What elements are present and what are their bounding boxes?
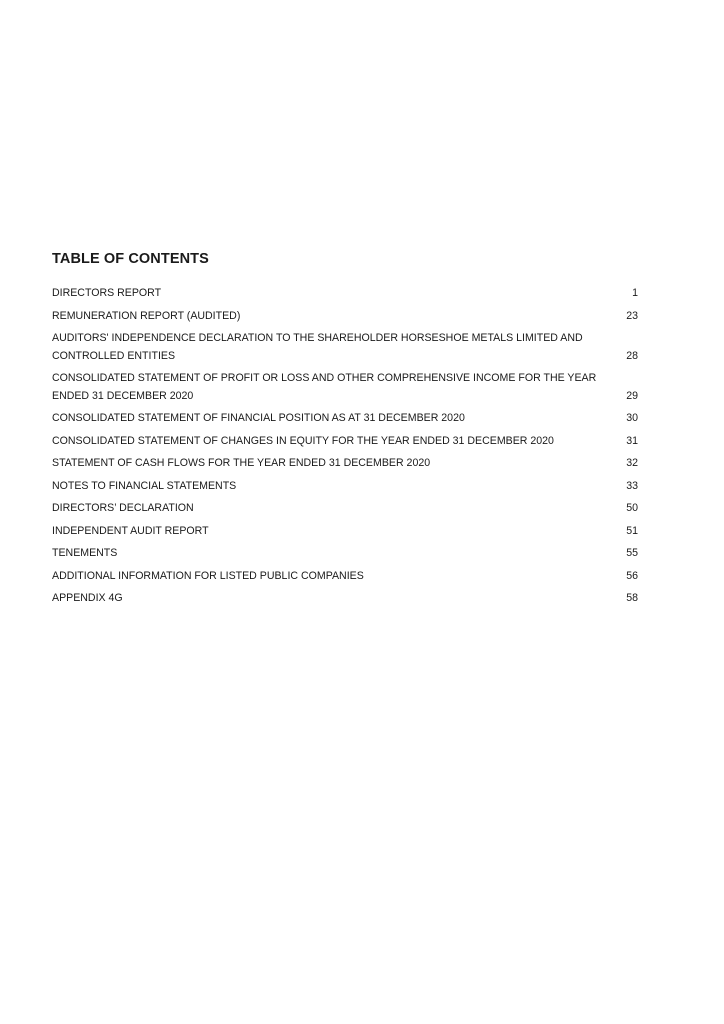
toc-entry-title: TENEMENTS [52,547,118,559]
toc-entry-page: 51 [626,524,638,537]
toc-entry-page: 28 [626,349,638,362]
toc-entry-title: ADDITIONAL INFORMATION FOR LISTED PUBLIC COMPANIES [52,569,364,582]
table-of-contents [52,250,638,613]
toc-entry[interactable] [52,370,638,405]
toc-entry-page: 56 [626,569,638,582]
toc-entry-title: NOTES TO FINANCIAL STATEMENTS [52,479,237,492]
toc-entry-page: 30 [626,412,638,424]
toc-entry-title: STATEMENT OF CASH FLOWS FOR THE YEAR ENDED 31 DECEMBER 2020 [52,457,431,469]
toc-entry-title: CONSOLIDATED STATEMENT OF CHANGES IN EQUITY FOR THE YEAR ENDED 31 DECEMBER 2020 [52,434,554,447]
toc-entry-page: 31 [626,434,638,447]
toc-entry-page: 23 [626,309,638,322]
toc-entry[interactable] [52,433,638,451]
toc-entry-title: CONSOLIDATED STATEMENT OF FINANCIAL POSITION AS AT 31 DECEMBER 2020 [52,412,465,424]
toc-entry-page: 29 [626,389,638,402]
toc-heading: TABLE OF CONTENTS [52,251,209,267]
toc-entry-title: AUDITORS' INDEPENDENCE DECLARATION TO THE SHAREHOLDER HORSESHOE METALS LIMITED AND CONTROLLED ENTITIES [52,332,583,362]
toc-entry-title: DIRECTORS REPORT [52,287,162,299]
toc-entry[interactable] [52,478,638,496]
toc-entry[interactable] [52,410,638,428]
toc-entry[interactable] [52,500,638,518]
toc-entry-page: 58 [626,592,638,604]
toc-entry-title: REMUNERATION REPORT (AUDITED) [52,309,241,322]
toc-entry[interactable] [52,590,638,608]
toc-entry-title: INDEPENDENT AUDIT REPORT [52,524,209,537]
toc-entry[interactable] [52,308,638,326]
toc-entry-page: 32 [626,457,638,469]
toc-entry[interactable] [52,330,638,365]
toc-entry-page: 50 [626,502,638,514]
toc-entry-title: DIRECTORS’ DECLARATION [52,502,194,514]
toc-entry-page: 33 [626,479,638,492]
toc-entry[interactable] [52,285,638,303]
toc-entry-title: APPENDIX 4G [52,592,123,604]
toc-entry-page: 55 [626,547,638,559]
toc-entry[interactable] [52,455,638,473]
toc-entry[interactable] [52,568,638,586]
toc-entry-title: CONSOLIDATED STATEMENT OF PROFIT OR LOSS AND OTHER COMPREHENSIVE INCOME FOR THE YEAR ENDED 31 DECEMBER 2020 [52,372,597,402]
toc-entry-page: 1 [632,287,638,299]
toc-entry[interactable] [52,523,638,541]
toc-entry[interactable] [52,545,638,563]
toc-list [52,285,638,608]
